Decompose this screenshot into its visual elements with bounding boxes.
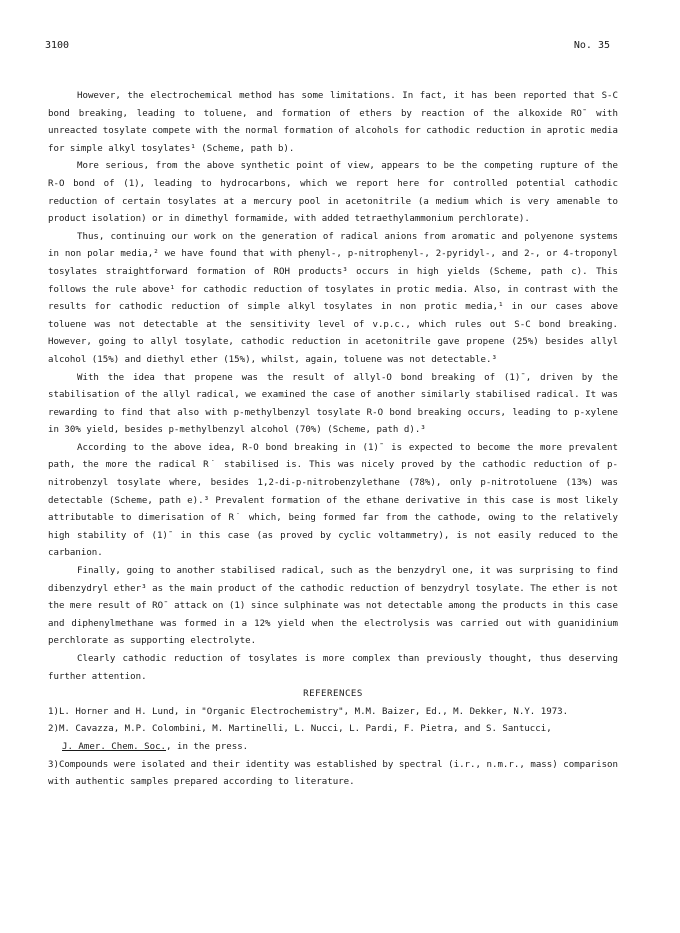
- journal-issue-number: No. 35: [573, 40, 610, 51]
- paragraph-nitrobenzyl: According to the above idea, R-O bond breaking in (1)¯ is expected to become the more prevalent path, the more the radical R˙ stabilised is. This was nicely proved by the cathodic reduction of p-nitrobenzyl tosylate where, besides 1,2-di-p-nitrobenzylethane (78%), only p-nitrotoluene (13%) was detectable (Scheme, path e).³ Prevalent formation of the ethane derivative in this case is most likely attributable to dimerisation of R˙ which, being formed far from the cathode, owing to the relatively high stability of (1)¯ in this case (as proved by cyclic voltammetry), is not easily reduced to the carbanion.: [48, 442, 618, 559]
- article-body: [48, 88, 618, 792]
- paragraph-benzydryl: Finally, going to another stabilised radical, such as the benzydryl one, it was surprising to find dibenzydryl ether³ as the main product of the cathodic reduction of benzydryl tosylate. The ether is not the mere result of RO¯ attack on (1) since sulphinate was not detectable among the products in this case and diphenylmethane was formed in a 12% yield when the electrolysis was carried out with guanidinium perchlorate as supporting electrolyte.: [48, 566, 618, 647]
- paragraph-conclusion: Clearly cathodic reduction of tosylates is more complex than previously thought, thus deserving further attention.: [48, 654, 618, 682]
- paragraph-limitations: However, the electrochemical method has some limitations. In fact, it has been reported that S-C bond breaking, leading to toluene, and formation of ethers by reaction of the alkoxide RO¯ with unreacted tosylate compete with the normal formation of alcohols for cathodic reduction in aprotic media for simple alkyl tosylates¹ (Scheme, path b).: [48, 91, 618, 154]
- reference-2-authors: 2)M. Cavazza, M.P. Colombini, M. Martinelli, L. Nucci, L. Pardi, F. Pietra, and S. Santucci,: [48, 724, 552, 735]
- paragraph-radical-anions: Thus, continuing our work on the generation of radical anions from aromatic and polyenone systems in non polar media,² we have found that with phenyl-, p-nitrophenyl-, 2-pyridyl-, and 2-, or 4-troponyl tosylates straightforward formation of ROH products³ occurs in high yields (Scheme, path c). This follows the rule above¹ for cathodic reduction of tosylates in protic media. Also, in contrast with the results for cathodic reduction of simple alkyl tosylates in non protic media,¹ in our cases above toluene was not detectable at the sensitivity level of v.p.c., which rules out S-C bond breaking. However, going to allyl tosylate, cathodic reduction in acetonitrile gave propene (25%) besides allyl alcohol (15%) and diethyl ether (15%), whilst, again, toluene was not detectable.³: [48, 231, 618, 365]
- paragraph-r-o-rupture: More serious, from the above synthetic point of view, appears to be the competing rupture of the R-O bond of (1), leading to hydrocarbons, which we report here for controlled potential cathodic reduction of certain tosylates at a mercury pool in acetonitrile (a medium which is very amenable to product isolation) or in dimethyl formamide, with added tetraethylammonium perchlorate).: [48, 161, 618, 225]
- reference-2-continuation: [48, 739, 618, 757]
- page-number: 3100: [45, 40, 70, 51]
- reference-2: [48, 721, 618, 756]
- reference-3: 3)Compounds were isolated and their identity was established by spectral (i.r., n.m.r., mass) comparison with authentic samples prepared according to literature.: [48, 759, 618, 788]
- reference-1: 1)L. Horner and H. Lund, in "Organic Electrochemistry", M.M. Baizer, Ed., M. Dekker, N.Y. 1973.: [48, 706, 569, 717]
- paragraph-allyl-propene: With the idea that propene was the result of allyl-O bond breaking of (1)¯, driven by the stabilisation of the allyl radical, we examined the case of another similarly stabilised radical. It was rewarding to find that also with p-methylbenzyl tosylate R-O bond breaking occurs, leading to p-xylene in 30% yield, besides p-methylbenzyl alcohol (70%) (Scheme, path d).³: [48, 372, 618, 436]
- references-heading: REFERENCES: [303, 689, 363, 700]
- reference-2-status: , in the press.: [166, 741, 249, 752]
- reference-2-journal: J. Amer. Chem. Soc.: [62, 741, 167, 752]
- page-header: [45, 37, 610, 57]
